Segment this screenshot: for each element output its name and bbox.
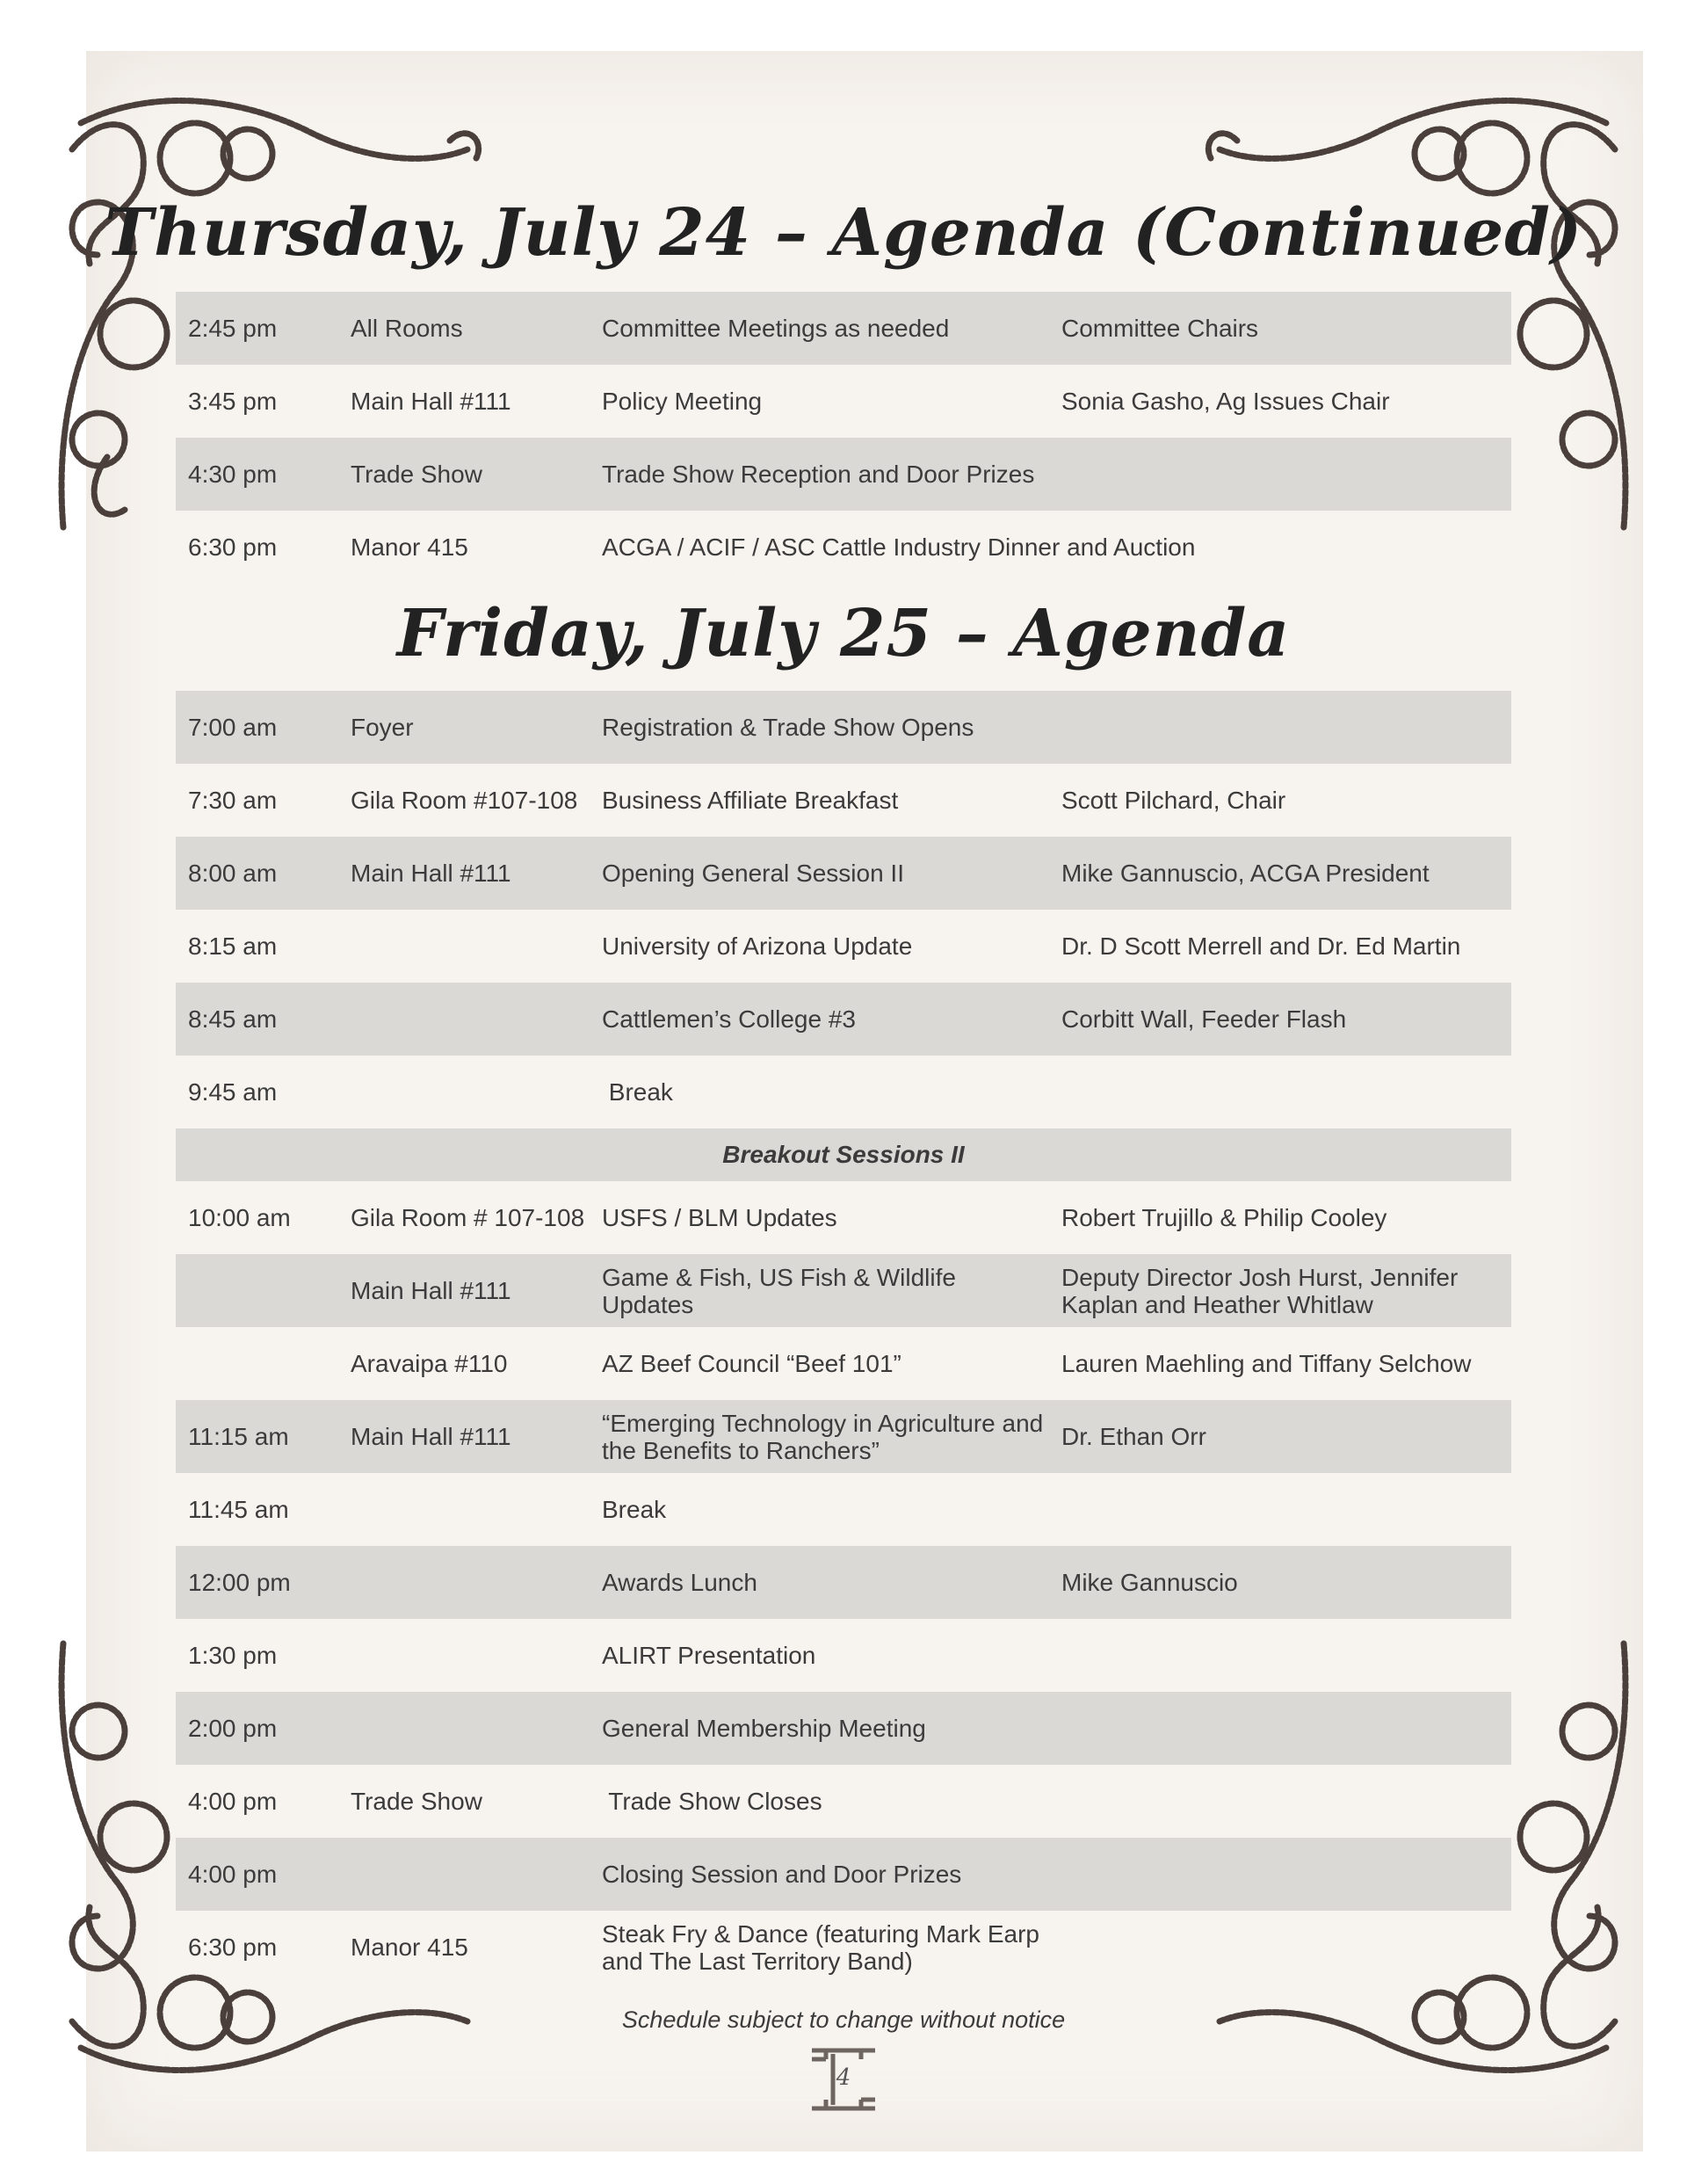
table-row <box>176 1765 1511 1838</box>
location-cell: Trade Show <box>351 1788 482 1815</box>
event-cell: Awards Lunch <box>602 1569 757 1596</box>
event-cell: USFS / BLM Updates <box>602 1204 837 1231</box>
table-row <box>176 837 1511 910</box>
location-cell: Main Hall #111 <box>351 1423 511 1450</box>
event-cell: Game & Fish, US Fish & Wildlife Updates <box>602 1263 956 1318</box>
location-cell: Main Hall #111 <box>351 1277 511 1304</box>
time-cell: 3:45 pm <box>188 388 278 415</box>
presenter-cell: Committee Chairs <box>1061 315 1259 342</box>
time-cell: 2:00 pm <box>188 1715 278 1742</box>
table-row <box>176 1619 1511 1692</box>
friday-title: Friday, July 25 – Agenda <box>396 596 1291 671</box>
location-cell: Manor 415 <box>351 1934 468 1961</box>
page-number: 4 <box>836 2064 851 2091</box>
time-cell: 8:45 am <box>188 1005 278 1033</box>
table-row <box>176 1056 1511 1128</box>
event-cell: “Emerging Technology in Agriculture and the Benefits to Ranchers” <box>602 1409 1044 1464</box>
event-cell: Trade Show Reception and Door Prizes <box>602 461 1035 488</box>
event-cell: University of Arizona Update <box>602 932 913 960</box>
time-cell: 10:00 am <box>188 1204 291 1231</box>
table-row <box>176 292 1511 365</box>
event-cell: Opening General Session II <box>602 860 904 887</box>
table-row <box>176 983 1511 1056</box>
time-cell: 2:45 pm <box>188 315 278 342</box>
location-cell: Gila Room #107-108 <box>351 787 578 814</box>
presenter-cell: Scott Pilchard, Chair <box>1061 787 1286 814</box>
table-row <box>176 1692 1511 1765</box>
presenter-cell: Robert Trujillo & Philip Cooley <box>1061 1204 1387 1231</box>
location-cell: Aravaipa #110 <box>351 1350 508 1377</box>
time-cell: 6:30 pm <box>188 1934 278 1961</box>
time-cell: 4:30 pm <box>188 461 278 488</box>
event-cell: Steak Fry & Dance (featuring Mark Earp and The Last Territory Band) <box>602 1919 1039 1975</box>
presenter-cell: Sonia Gasho, Ag Issues Chair <box>1061 388 1390 415</box>
event-cell: Committee Meetings as needed <box>602 315 950 342</box>
event-cell: Registration & Trade Show Opens <box>602 714 974 741</box>
location-cell: Main Hall #111 <box>351 860 511 887</box>
location-cell: Gila Room # 107-108 <box>351 1204 585 1231</box>
time-cell: 8:15 am <box>188 932 278 960</box>
schedule-footnote: Schedule subject to change without notice <box>621 2006 1066 2033</box>
time-cell: 4:00 pm <box>188 1861 278 1888</box>
table-row <box>176 1911 1511 1984</box>
table-row <box>176 1838 1511 1911</box>
time-cell: 7:00 am <box>188 714 278 741</box>
presenter-cell: Dr. Ethan Orr <box>1061 1423 1206 1450</box>
event-cell: General Membership Meeting <box>602 1715 926 1742</box>
friday-agenda-table <box>176 691 1511 1984</box>
table-row <box>176 438 1511 511</box>
table-row <box>176 1181 1511 1254</box>
time-cell: 8:00 am <box>188 860 278 887</box>
time-cell: 7:30 am <box>188 787 278 814</box>
event-cell: Closing Session and Door Prizes <box>602 1861 962 1888</box>
table-row <box>176 691 1511 764</box>
thursday-title: Thursday, July 24 – Agenda (Continued) <box>105 195 1582 271</box>
table-row <box>176 1546 1511 1619</box>
time-cell: 6:30 pm <box>188 533 278 561</box>
location-cell: Trade Show <box>351 461 482 488</box>
time-cell: 12:00 pm <box>188 1569 291 1596</box>
event-cell: Business Affiliate Breakfast <box>602 787 899 814</box>
event-cell: AZ Beef Council “Beef 101” <box>602 1350 901 1377</box>
event-cell: Policy Meeting <box>602 388 763 415</box>
presenter-cell: Dr. D Scott Merrell and Dr. Ed Martin <box>1061 932 1461 960</box>
event-cell: ACGA / ACIF / ASC Cattle Industry Dinner and Auction <box>602 533 1196 561</box>
presenter-cell: Corbitt Wall, Feeder Flash <box>1061 1005 1347 1033</box>
time-cell: 9:45 am <box>188 1078 278 1106</box>
event-cell: Break <box>602 1496 667 1523</box>
table-row <box>176 764 1511 837</box>
event-cell: ALIRT Presentation <box>602 1642 816 1669</box>
location-cell: Foyer <box>351 714 414 741</box>
time-cell: 4:00 pm <box>188 1788 278 1815</box>
presenter-cell: Lauren Maehling and Tiffany Selchow <box>1061 1350 1472 1377</box>
event-cell: Trade Show Closes <box>602 1788 822 1815</box>
table-row <box>176 1327 1511 1400</box>
table-row <box>176 365 1511 438</box>
time-cell: 11:45 am <box>188 1496 289 1523</box>
location-cell: All Rooms <box>351 315 463 342</box>
thursday-agenda-table <box>176 292 1511 584</box>
presenter-cell: Deputy Director Josh Hurst, Jennifer Kaplan and Heather Whitlaw <box>1061 1263 1459 1318</box>
location-cell: Manor 415 <box>351 533 468 561</box>
table-row <box>176 1254 1511 1327</box>
table-row <box>176 511 1511 584</box>
presenter-cell: Mike Gannuscio, ACGA President <box>1061 860 1430 887</box>
time-cell: 1:30 pm <box>188 1642 278 1669</box>
table-row <box>176 1473 1511 1546</box>
table-row <box>176 910 1511 983</box>
time-cell: 11:15 am <box>188 1423 289 1450</box>
breakout-sessions-header: Breakout Sessions II <box>176 1128 1511 1181</box>
event-cell: Cattlemen’s College #3 <box>602 1005 856 1033</box>
presenter-cell: Mike Gannuscio <box>1061 1569 1238 1596</box>
event-cell: Break <box>602 1078 673 1106</box>
location-cell: Main Hall #111 <box>351 388 511 415</box>
table-row <box>176 1400 1511 1473</box>
page-number-badge <box>807 2045 880 2114</box>
